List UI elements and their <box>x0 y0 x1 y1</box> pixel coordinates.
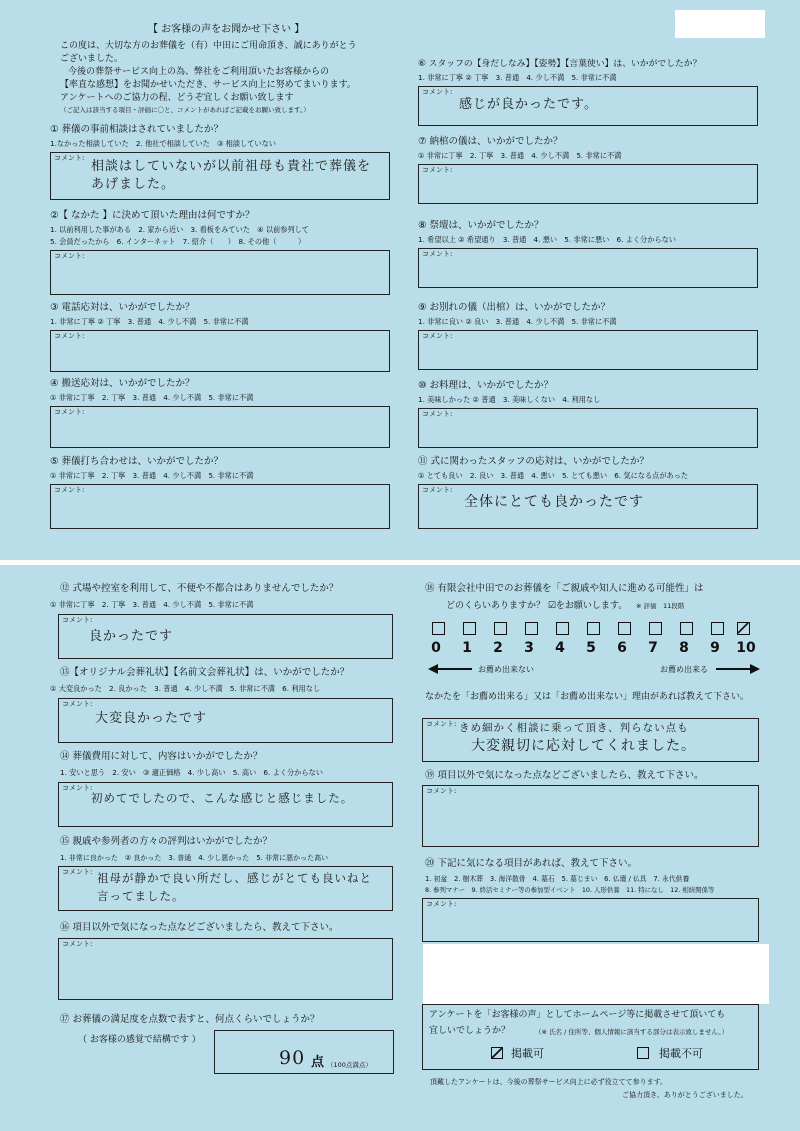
check-mark-icon <box>491 1047 503 1059</box>
q12-comment: 良かったです <box>89 629 174 644</box>
comment-label: コメント: <box>426 900 457 908</box>
q4-comment-box[interactable] <box>50 406 390 448</box>
intro-line-4: 【率直な感想】をお聞かせいただき、サービス向上に努めてまいります。 <box>60 80 356 90</box>
q3-title: ③ 電話応対は、いかがでしたか？ <box>50 302 195 313</box>
comment-label: コメント: <box>54 332 85 340</box>
q5-title: ⑤ 葬儀打ち合わせは、いかがでしたか？ <box>50 456 224 467</box>
q11-comment-box[interactable] <box>418 484 758 529</box>
q8-options: 1. 希望以上 ② 希望通り 3. 普通 4. 悪い 5. 非常に悪い 6. よく分からない <box>418 235 676 244</box>
comment-label: コメント: <box>422 88 453 96</box>
q4-options: ① 非常に丁寧 2. 丁寧 3. 普通 4. 少し不満 5. 非常に不満 <box>50 393 254 402</box>
q17-unit: 点 <box>311 1055 325 1070</box>
q15-comment-line-2: 言ってました。 <box>97 889 185 903</box>
publish-text-1: アンケートを「お客様の声」としてホームページ等に掲載させて頂いても <box>429 1010 726 1020</box>
publish-note: （※ 氏名 / 住所等、個人情報に該当する部分は表示致しません。） <box>535 1028 728 1036</box>
q18-scale-6: 6 <box>617 640 627 656</box>
q1-comment-line-2: あげました。 <box>91 177 176 192</box>
q4-title: ④ 搬送応対は、いかがでしたか？ <box>50 378 195 389</box>
q10-options: 1. 美味しかった ② 普通 3. 美味しくない 4. 利用なし <box>418 395 601 404</box>
q1-comment-line-1: 相談はしていないが以前祖母も貴社で葬儀を <box>91 159 372 174</box>
arrow-right-icon <box>716 664 760 674</box>
survey-page-1 <box>0 0 800 560</box>
comment-label: コメント: <box>62 616 93 624</box>
q1-title: ① 葬儀の事前相談はされていましたか？ <box>50 124 224 135</box>
q18-scale-5: 5 <box>586 640 596 656</box>
comment-label: コメント: <box>54 154 85 162</box>
q18-title-2: どのくらいありますか？ ☑をお願いします。 <box>446 601 628 611</box>
q20-comment-box[interactable] <box>422 898 759 942</box>
q10-title: ⑩ お料理は、いかがでしたか？ <box>418 380 554 391</box>
intro-line-5: アンケートへのご協力の程、どうぞ宜しくお願い致します <box>60 93 294 103</box>
q14-comment-box[interactable] <box>58 782 393 827</box>
q3-options: 1. 非常に丁寧 ② 丁寧 3. 普通 4. 少し不満 5. 非常に不満 <box>50 317 249 326</box>
q18-checkbox-1[interactable] <box>463 622 476 635</box>
page-title: 【 お客様の声をお聞かせ下さい 】 <box>148 24 305 35</box>
q20-options-2: 8. 参列マナー 9. 終活セミナー等の参加型イベント 10. 人形供養 11. 特になし 12. 相続関係等 <box>425 886 715 894</box>
q18-scale-10: 10 <box>736 640 756 656</box>
q15-comment-box[interactable] <box>58 866 393 911</box>
q3-comment-box[interactable] <box>50 330 390 372</box>
q2-options-2: 5. 会員だったから 6. インターネット 7. 紹介（ ） 8. その他（ ） <box>50 237 306 246</box>
comment-label: コメント: <box>426 787 457 795</box>
intro-line-1: この度は、大切な方のお葬儀を（有）中田にご用命頂き、誠にありがとう <box>60 41 357 51</box>
q18-scale-1: 1 <box>462 640 472 656</box>
q9-title: ⑨ お別れの儀（出棺）は、いかがでしたか？ <box>418 302 611 313</box>
q17-score-box[interactable] <box>214 1030 394 1074</box>
q11-comment: 全体にとても良かったです <box>464 494 644 510</box>
q18-left-label: お薦め出来ない <box>478 665 534 674</box>
q14-options: 1. 安いと思う 2. 安い ③ 適正価格 4. 少し高い 5. 高い 6. よく分からない <box>60 768 323 777</box>
q19-title: ⑲ 項目以外で気になった点などございましたら、教えて下さい。 <box>425 770 704 781</box>
q6-title: ⑥ スタッフの【身だしなみ】【姿勢】【言葉使い】は、いかがでしたか？ <box>418 59 702 69</box>
q18-scale-8: 8 <box>679 640 689 656</box>
q18-checkbox-8[interactable] <box>680 622 693 635</box>
comment-label: コメント: <box>422 250 453 258</box>
q18-checkbox-9[interactable] <box>711 622 724 635</box>
q16-comment-box[interactable] <box>58 938 393 1000</box>
comment-label: コメント: <box>422 332 453 340</box>
q19-comment-box[interactable] <box>422 785 759 847</box>
q12-comment-box[interactable] <box>58 614 393 659</box>
q18-rating-checkboxes[interactable] <box>428 622 758 638</box>
q6-comment-box[interactable] <box>418 86 758 126</box>
q20-title: ⑳ 下記に気になる項目があれば、教えて下さい。 <box>425 858 638 869</box>
redaction-box <box>423 944 769 1004</box>
publish-ok-checkbox[interactable] <box>491 1047 503 1059</box>
q17-title: ⑰ お葬儀の満足度を点数で表すと、何点くらいでしょうか？ <box>60 1014 320 1025</box>
arrow-left-icon <box>428 664 472 674</box>
comment-label: コメント: <box>422 486 453 494</box>
q18-comment-line-1: きめ細かく相談に乗って頂き、判らない点も <box>459 722 689 734</box>
comment-label: コメント: <box>62 700 93 708</box>
intro-note: （ご記入は該当する項目・評価に〇と、コメントがあればご記載をお願い致します。） <box>60 106 310 114</box>
q18-checkbox-4[interactable] <box>556 622 569 635</box>
q1-options: 1.なかった相談していた 2. 他社で相談していた ③ 相談していない <box>50 139 276 148</box>
q12-options: ① 非常に丁寧 2. 丁寧 3. 普通 4. 少し不満 5. 非常に不満 <box>50 600 254 609</box>
comment-label: コメント: <box>422 166 453 174</box>
q11-title: ⑪ 式に関わったスタッフの応対は、いかがでしたか？ <box>418 456 649 467</box>
q16-title: ⑯ 項目以外で気になった点などございましたら、教えて下さい。 <box>60 922 339 933</box>
q15-options: 1. 非常に良かった ② 良かった 3. 普通 4. 少し悪かった 5. 非常に悪かった高い <box>60 854 329 862</box>
q18-checkbox-0[interactable] <box>432 622 445 635</box>
q18-checkbox-3[interactable] <box>525 622 538 635</box>
q13-title: ⑬【オリジナル会葬礼状】【名前文会葬礼状】は、いかがでしたか？ <box>60 667 350 678</box>
publish-permission-box <box>422 1004 759 1070</box>
q8-comment-box[interactable] <box>418 248 758 288</box>
q18-scale-2: 2 <box>493 640 503 656</box>
redaction-box <box>675 10 765 38</box>
q5-comment-box[interactable] <box>50 484 390 529</box>
comment-label: コメント: <box>62 784 93 792</box>
comment-label: コメント: <box>422 410 453 418</box>
q13-options: ① 大変良かった 2. 良かった 3. 普通 4. 少し不満 5. 非常に不満 6. 利用なし <box>50 684 321 693</box>
q18-right-label: お薦め出来る <box>660 665 708 674</box>
footer-line-1: 頂戴したアンケートは、今後の葬祭サービス向上に必ず役立てて参ります。 <box>430 1078 668 1086</box>
q18-reason-question: なかたを「お薦め出来る」又は「お薦め出来ない」理由があれば教えて下さい。 <box>425 692 750 702</box>
q18-checkbox-2[interactable] <box>494 622 507 635</box>
comment-label: コメント: <box>54 252 85 260</box>
q7-title: ⑦ 納棺の儀は、いかがでしたか？ <box>418 136 563 147</box>
q1-comment-box[interactable] <box>50 152 390 200</box>
q18-title: ⑱ 有限会社中田でのお葬儀を「ご親戚や知人に進める可能性」は <box>425 583 704 594</box>
comment-label: コメント: <box>54 408 85 416</box>
q9-comment-box[interactable] <box>418 330 758 370</box>
comment-label: コメント: <box>62 940 93 948</box>
q15-title: ⑮ 親戚や参列者の方々の評判はいかがでしたか？ <box>60 836 273 847</box>
q8-title: ⑧ 祭壇は、いかがでしたか？ <box>418 220 544 231</box>
q17-score: 90 <box>279 1047 306 1069</box>
q2-comment-box[interactable] <box>50 250 390 295</box>
q18-checkbox-10-checked[interactable] <box>737 622 750 635</box>
q7-comment-box[interactable] <box>418 164 758 204</box>
publish-text-2: 宜しいでしょうか？ <box>429 1026 511 1036</box>
q18-comment-box[interactable] <box>422 718 759 762</box>
q18-scale-9: 9 <box>710 640 720 656</box>
check-mark-icon <box>737 622 749 634</box>
comment-label: コメント: <box>426 720 457 728</box>
q6-comment: 感じが良かったです。 <box>459 97 598 112</box>
q18-checkbox-5[interactable] <box>587 622 600 635</box>
q18-scale-0: 0 <box>431 640 441 656</box>
q18-scale-3: 3 <box>524 640 534 656</box>
publish-ok-label: 掲載可 <box>511 1047 544 1060</box>
footer-line-2: ご協力頂き、ありがとうございました。 <box>622 1091 748 1099</box>
q20-options-1: 1. 初盆 2. 樹木葬 3. 海洋散骨 4. 墓石 5. 墓じまい 6. 仏壇 / 仏具 7. 永代供養 <box>425 875 690 883</box>
q13-comment-box[interactable] <box>58 698 393 743</box>
q10-comment-box[interactable] <box>418 408 758 448</box>
publish-ng-checkbox[interactable] <box>637 1047 649 1059</box>
q14-title: ⑭ 葬儀費用に対して、内容はいかがでしたか？ <box>60 751 263 762</box>
q18-comment-line-2: 大変親切に応対してくれました。 <box>471 738 696 754</box>
publish-ng-label: 掲載不可 <box>659 1047 703 1060</box>
q11-options: ① とても良い 2. 良い 3. 普通 4. 悪い 5. とても悪い 6. 気になる点があった <box>418 471 688 480</box>
q5-options: ① 非常に丁寧 2. 丁寧 3. 普通 4. 少し不満 5. 非常に不満 <box>50 471 254 480</box>
q18-scale-7: 7 <box>648 640 658 656</box>
q6-options: 1. 非常に丁寧 ② 丁寧 3. 普通 4. 少し不満 5. 非常に不満 <box>418 73 617 82</box>
intro-line-2: ございました。 <box>60 54 124 64</box>
q18-checkbox-7[interactable] <box>649 622 662 635</box>
q15-comment-line-1: 祖母が静かで良い所だし、感じがとても良いねと <box>97 871 372 885</box>
q7-options: ① 非常に丁寧 2. 丁寧 3. 普通 4. 少し不満 5. 非常に不満 <box>418 151 622 160</box>
q18-scale-4: 4 <box>555 640 565 656</box>
q18-scale-note: ※ 評価 11段階 <box>636 602 685 610</box>
intro-line-3: 今後の葬祭サービス向上の為、弊社をご利用頂いたお客様からの <box>68 67 330 77</box>
q17-max: （100点満点） <box>327 1061 372 1069</box>
comment-label: コメント: <box>54 486 85 494</box>
q13-comment: 大変良かったです <box>95 711 208 726</box>
q14-comment: 初めてでしたので、こんな感じと感じました。 <box>91 791 354 805</box>
comment-label: コメント: <box>62 868 93 876</box>
q12-title: ⑫ 式場や控室を利用して、不便や不都合はありませんでしたか？ <box>60 583 339 594</box>
q17-subtitle: （ お客様の感覚で結構です ） <box>78 1035 201 1045</box>
q18-checkbox-6[interactable] <box>618 622 631 635</box>
q2-options-1: 1. 以前利用した事がある 2. 家から近い 3. 看板をみていた ④ 以前参列して <box>50 225 309 234</box>
q2-title: ②【 なかた 】に決めて頂いた理由は何ですか？ <box>50 210 255 221</box>
q9-options: 1. 非常に良い ② 良い 3. 普通 4. 少し不満 5. 非常に不満 <box>418 317 617 326</box>
